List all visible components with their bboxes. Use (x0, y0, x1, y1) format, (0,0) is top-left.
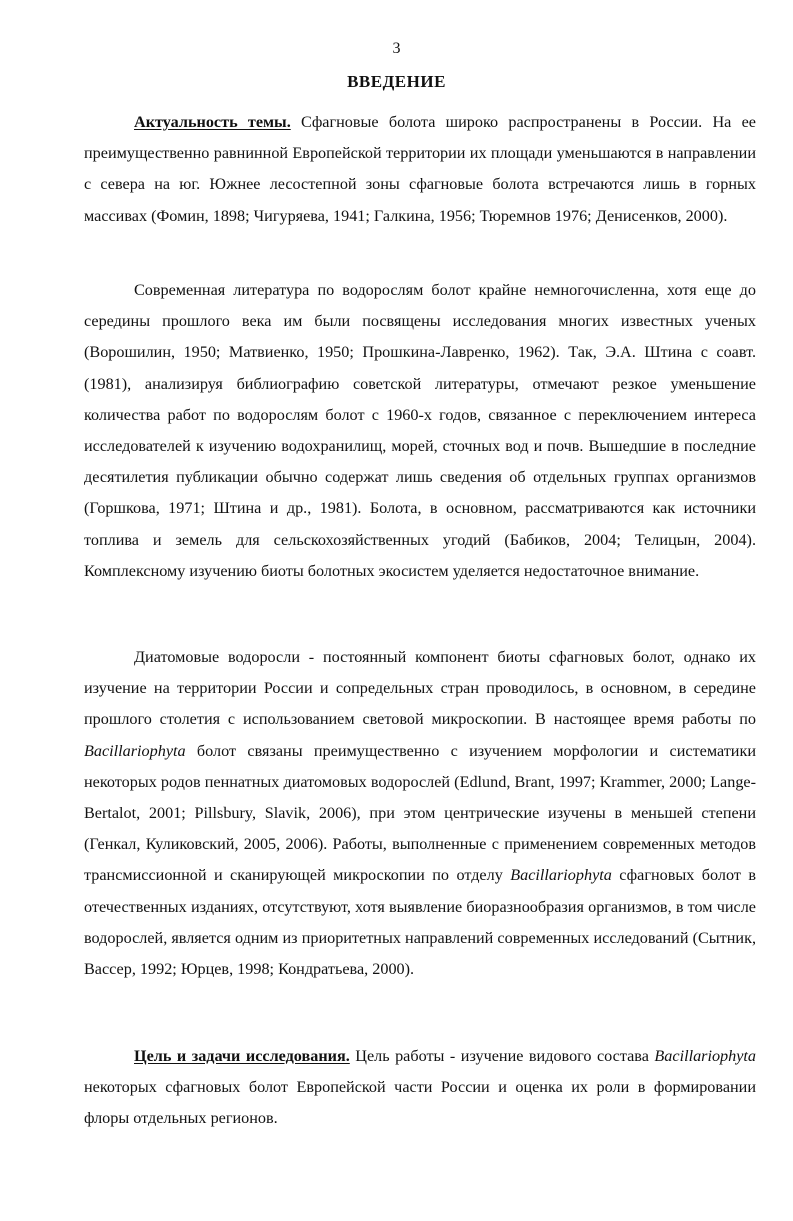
paragraph-literature (84, 275, 756, 587)
page-number: 3 (392, 40, 401, 57)
goals-heading: Цель и задачи исследования. (134, 1047, 350, 1065)
relevance-text: Сфагновые болота широко распространены в России. На ее преимущественно равнинной Европейской территории их площади уменьшаются в направлении с севера на юг. Южнее лесостепной зоны сфагновые болота встречаются лишь в горных массивах (Фомин, 1898; Чигуряева, 1941; Галкина, 1956; Тюремнов 1976; Денисенков, 2000). (84, 113, 756, 225)
relevance-heading: Актуальность темы. (134, 113, 291, 131)
section-title: ВВЕДЕНИЕ (347, 72, 446, 91)
diatoms-text-1: Диатомовые водоросли - постоянный компонент биоты сфагновых болот, однако их изучение на территории России и сопредельных стран проводилось, в основном, в середине прошлого столетия с использованием световой микроскопии. В настоящее время работы по (84, 648, 756, 729)
taxon-name: Bacillariophyta (84, 741, 186, 760)
paragraph-relevance (84, 107, 756, 232)
taxon-name: Bacillariophyta (510, 866, 612, 885)
diatoms-text-3: сфагновых болот в отечественных изданиях, отсутствуют, хотя выявление биоразнообразия организмов, в том числе водорослей, является одним из приоритетных направлений современных исследований (Сытник, Вассер, 1992; Юрцев, 1998; Кондратьева, 2000). (84, 866, 756, 979)
literature-text: Современная литература по водорослям болот крайне немногочисленна, хотя еще до середины прошлого века им были посвящены исследования многих известных ученых (Ворошилин, 1950; Матвиенко, 1950; Прошкина-Лавренко, 1962). Так, Э.А. Штина с соавт. (1981), анализируя библиографию советской литературы, отмечают резкое уменьшение количества работ по водорослям болот с 1960-х годов, связанное с переключением интереса исследователей к изучению водохранилищ, морей, сточных вод и почв. Вышедшие в последние десятилетия публикации обычно содержат лишь сведения об отдельных группах организмов (Горшкова, 1971; Штина и др., 1981). Болота, в основном, рассматриваются как источники топлива и земель для сельскохозяйственных угодий (Бабиков, 2004; Телицын, 2004). Комплексному изучению биоты болотных экосистем уделяется недостаточное внимание. (84, 281, 756, 580)
taxon-name: Bacillariophyta (654, 1047, 757, 1065)
goals-text-1: Цель работы - изучение видового состава (349, 1047, 655, 1065)
paragraph-goals (84, 1041, 756, 1135)
goals-text-2: некоторых сфагновых болот Европейской части России и оценка их роли в формировании флоры отдельных регионов. (84, 1078, 756, 1128)
paragraph-diatoms (84, 642, 756, 985)
diatoms-text-2: болот связаны преимущественно с изучением морфологии и систематики некоторых родов пеннатных диатомовых водорослей (Edlund, Brant, 1997; Krammer, 2000; Lange-Bertalot, 2001; Pillsbury, Slavik, 2006), при этом центрические изучены в меньшей степени (Генкал, Куликовский, 2005, 2006). Работы, выполненные с применением современных методов трансмиссионной и сканирующей микроскопии по отделу (84, 741, 756, 885)
